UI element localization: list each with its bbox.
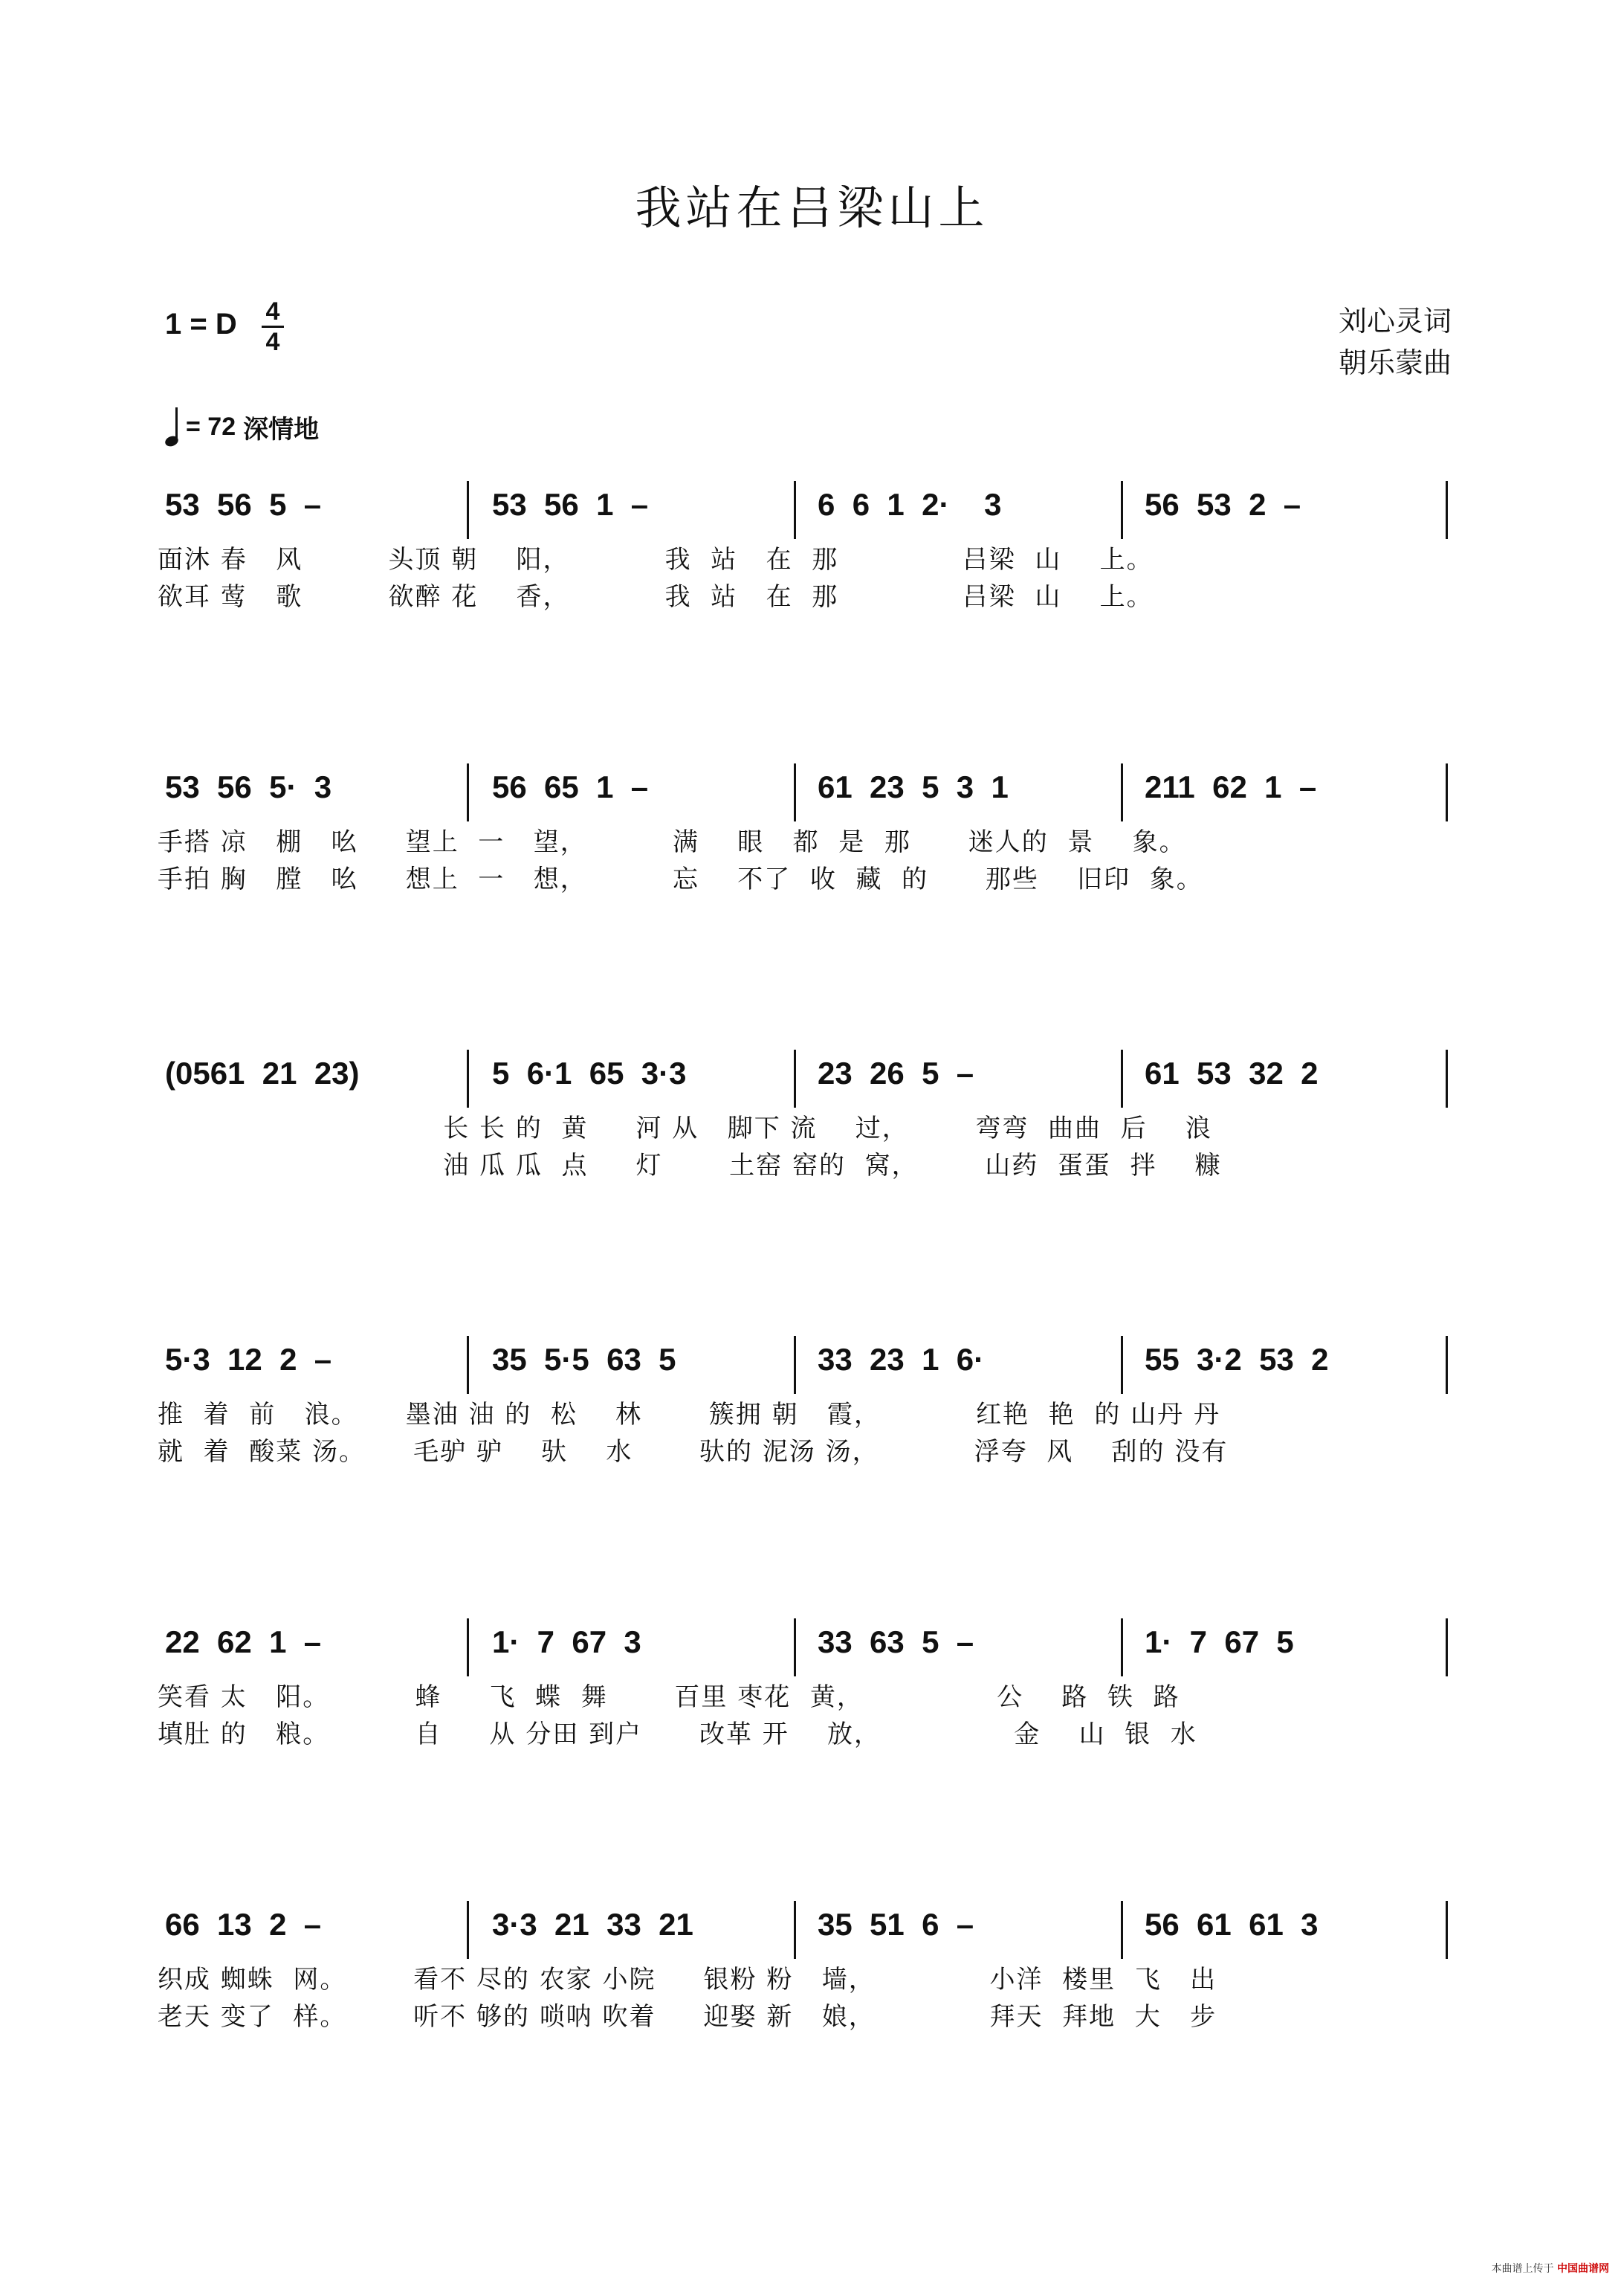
barline (1121, 481, 1123, 539)
barline (1446, 1050, 1448, 1108)
barline (1121, 1050, 1123, 1108)
score-system (0, 487, 1624, 658)
measure-notes: 5 6·1 65 3·3 (492, 1056, 687, 1091)
measure-notes: 53 56 1 – (492, 487, 649, 522)
barline (794, 481, 796, 539)
footer-watermark (1492, 2261, 1609, 2276)
measure-notes: 23 26 5 – (818, 1056, 974, 1091)
barline (1446, 763, 1448, 821)
barline (1121, 1901, 1123, 1959)
measure-notes: 1· 7 67 3 (492, 1624, 641, 1659)
barline (467, 763, 469, 821)
composer: 朝乐蒙曲 (1338, 346, 1452, 379)
lyric-line-2: 欲耳 莺 歌 欲醉 花 香， 我 站 在 那 吕梁 山 上。 (158, 582, 1154, 612)
score-system (0, 1624, 1624, 1795)
time-signature (262, 299, 284, 355)
footer-upload-text: 本曲谱上传于 (1491, 2263, 1554, 2275)
lyric-line-1: 手搭 凉 棚 吆 望上 一 望， 满 眼 都 是 那 迷人的 景 象。 (158, 827, 1186, 857)
barline (467, 1336, 469, 1394)
measure-notes: 35 5·5 63 5 (492, 1342, 676, 1377)
barline (794, 1336, 796, 1394)
lyric-line-1: 织成 蜘蛛 网。 看不 尽的 农家 小院 银粉 粉 墙， 小洋 楼里 飞 出 (158, 1965, 1217, 1995)
lyricist: 刘心灵词 (1338, 305, 1452, 338)
tempo-value: = 72 (186, 412, 236, 441)
barline (467, 1618, 469, 1676)
lyric-line-2: 就 着 酸菜 汤。 毛驴 驴 驮 水 驮的 泥汤 汤， 浮夸 风 刮的 没有 (158, 1437, 1229, 1467)
barline (1121, 1618, 1123, 1676)
score-system (0, 1056, 1624, 1227)
measure-notes: 55 3·2 53 2 (1145, 1342, 1329, 1377)
score-system (0, 1342, 1624, 1513)
lyric-line-1: 长 长 的 黄 河 从 脚下 流 过， 弯弯 曲曲 后 浪 (158, 1114, 1212, 1143)
measure-notes: 3·3 21 33 21 (492, 1907, 693, 1942)
footer-site-name: 中国曲谱网 (1557, 2263, 1609, 2275)
barline (794, 763, 796, 821)
expression-text: 深情地 (243, 415, 320, 444)
lyric-line-2: 手拍 胸 膛 吆 想上 一 想， 忘 不了 收 藏 的 那些 旧印 象。 (158, 865, 1203, 894)
score-system (0, 769, 1624, 940)
lyric-line-1: 笑看 太 阳。 蜂 飞 蝶 舞 百里 枣花 黄， 公 路 铁 路 (158, 1682, 1180, 1712)
barline (1446, 481, 1448, 539)
measure-notes: 61 53 32 2 (1145, 1056, 1319, 1091)
barline (1121, 763, 1123, 821)
key-signature: 1 = D (165, 308, 237, 340)
measure-notes: 56 61 61 3 (1145, 1907, 1319, 1942)
lyric-line-1: 面沐 春 风 头顶 朝 阳， 我 站 在 那 吕梁 山 上。 (158, 545, 1154, 575)
barline (794, 1050, 796, 1108)
barline (1446, 1336, 1448, 1394)
credits (1339, 300, 1452, 384)
measure-notes: 56 65 1 – (492, 769, 649, 804)
measure-notes: 33 23 1 6· (818, 1342, 985, 1377)
barline (1446, 1901, 1448, 1959)
lyric-line-2: 老天 变了 样。 听不 够的 唢呐 吹着 迎娶 新 娘， 拜天 拜地 大 步 (158, 2002, 1217, 2032)
barline (794, 1618, 796, 1676)
lyric-line-2: 填肚 的 粮。 自 从 分田 到户 改革 开 放， 金 山 银 水 (158, 1719, 1197, 1749)
measure-notes: 22 62 1 – (165, 1624, 322, 1659)
barline (794, 1901, 796, 1959)
barline (1446, 1618, 1448, 1676)
score-title: 我站在吕梁山上 (635, 181, 989, 235)
tempo-marking (165, 407, 319, 446)
measure-notes: 211 62 1 – (1145, 769, 1317, 804)
measure-notes: 35 51 6 – (818, 1907, 974, 1942)
barline (1121, 1336, 1123, 1394)
barline (467, 481, 469, 539)
barline (467, 1050, 469, 1108)
measure-notes: 33 63 5 – (818, 1624, 974, 1659)
measure-notes: 53 56 5 – (165, 487, 322, 522)
quarter-note-icon (165, 407, 178, 446)
measure-notes: 5·3 12 2 – (165, 1342, 332, 1377)
measure-notes: (0561 21 23) (165, 1056, 360, 1091)
measure-notes: 56 53 2 – (1145, 487, 1301, 522)
score-system (0, 1907, 1624, 2078)
time-bottom: 4 (265, 328, 280, 356)
barline (467, 1901, 469, 1959)
lyric-line-1: 推 着 前 浪。 墨油 油 的 松 林 簇拥 朝 霞， 红艳 艳 的 山丹 丹 (158, 1400, 1220, 1430)
measure-notes: 66 13 2 – (165, 1907, 322, 1942)
measure-notes: 6 6 1 2· 3 (818, 487, 1002, 522)
time-top: 4 (265, 297, 280, 326)
lyric-line-2: 油 瓜 瓜 点 灯 土窑 窑的 窝， 山药 蛋蛋 拌 糠 (158, 1151, 1222, 1181)
measure-notes: 61 23 5 3 1 (818, 769, 1009, 804)
measure-notes: 1· 7 67 5 (1145, 1624, 1294, 1659)
measure-notes: 53 56 5· 3 (165, 769, 332, 804)
